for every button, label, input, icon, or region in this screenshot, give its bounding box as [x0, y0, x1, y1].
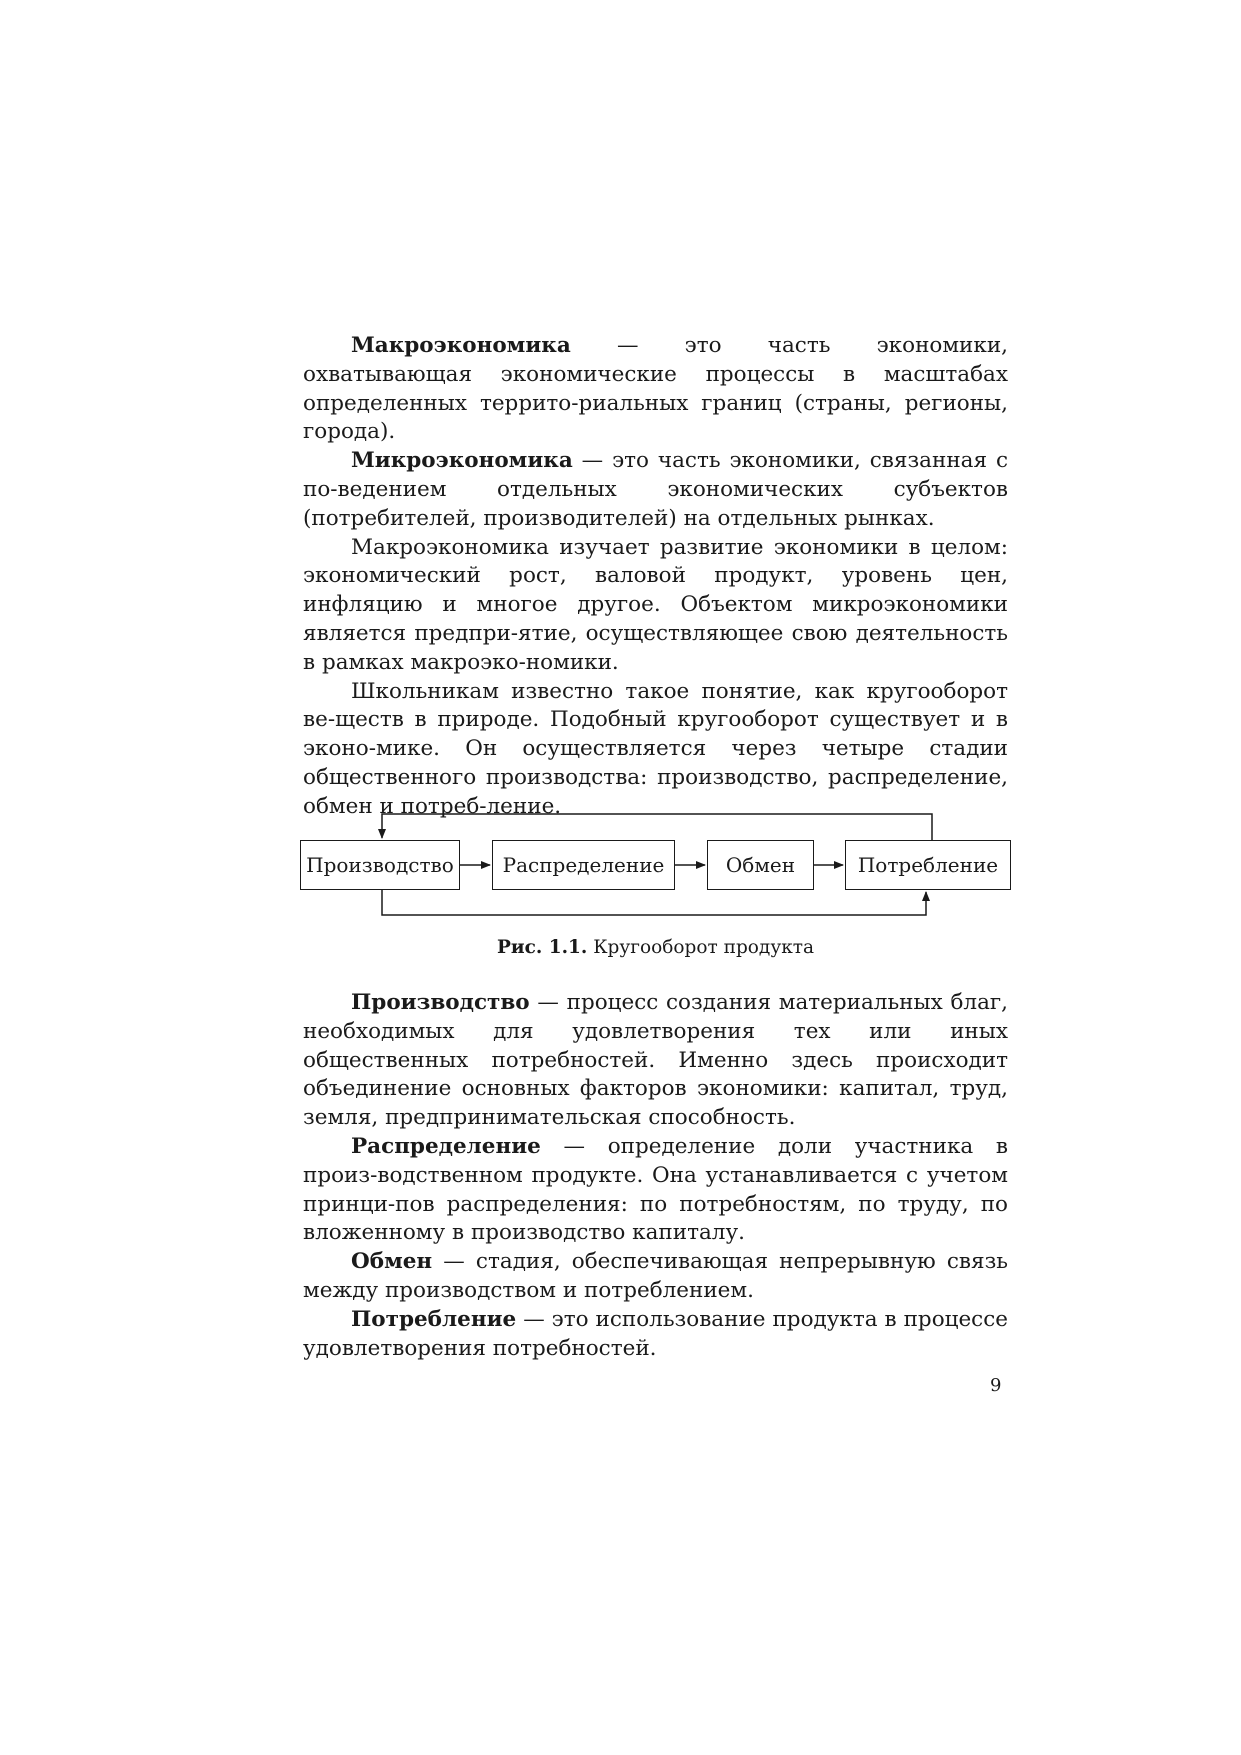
text-block-bottom — [303, 989, 1008, 1363]
stage-box-exchange: Обмен — [707, 840, 814, 890]
feedback-arrow-bottom — [382, 890, 926, 915]
paragraph-macro-studies: Макроэкономика изучает развитие экономики в целом: экономический рост, валовой продукт, уровень цен, инфляцию и многое другое. Объектом микроэкономики является предпри-ятие, осуществляющее свою деятельность в рамках макроэко-номики. — [303, 534, 1008, 675]
paragraph-production: Производство — процесс создания материальных благ, необходимых для удовлетворения тех или иных общественных потребностей. Именно здесь происходит объединение основных факторов экономики: капитал, труд, земля, предпринимательская способность. — [303, 990, 1008, 1131]
figure-caption: Рис. 1.1. Кругооборот продукта — [496, 937, 815, 958]
stage-box-consumption: Потребление — [845, 840, 1011, 890]
paragraph-microeconomics: Микроэкономика — это часть экономики, связанная с по-ведением отдельных экономических субъектов (потребителей, производителей) на отдельных рынках. — [303, 448, 1008, 531]
feedback-arrow-top — [382, 814, 932, 840]
circular-flow-diagram — [296, 812, 1016, 924]
paragraph-distribution: Распределение — определение доли участника в произ-водственном продукте. Она устанавливается с учетом принци-пов распределения: по потребностям, по труду, по вложенному в производство капиталу. — [303, 1133, 1008, 1246]
paragraph-circular-flow: Школьникам известно такое понятие, как кругооборот ве-ществ в природе. Подобный кругооборот существует и в эконо-мике. Он осуществляется через четыре стадии общественного производства: производство, распределение, обмен и потреб-ление. — [303, 678, 1008, 819]
stage-box-distribution: Распределение — [492, 840, 675, 890]
stage-box-production: Производство — [300, 840, 460, 890]
paragraph-macroeconomics: Макроэкономика — это часть экономики, охватывающая экономические процессы в масштабах определенных террито-риальных границ (страны, регионы, города). — [303, 333, 1008, 445]
text-block-top — [303, 332, 1008, 822]
paragraph-exchange: Обмен — стадия, обеспечивающая непрерывную связь между производством и потреблением. — [303, 1249, 1008, 1303]
page-number: 9 — [990, 1375, 1002, 1396]
paragraph-consumption: Потребление — это использование продукта в процессе удовлетворения потребностей. — [303, 1306, 1008, 1361]
